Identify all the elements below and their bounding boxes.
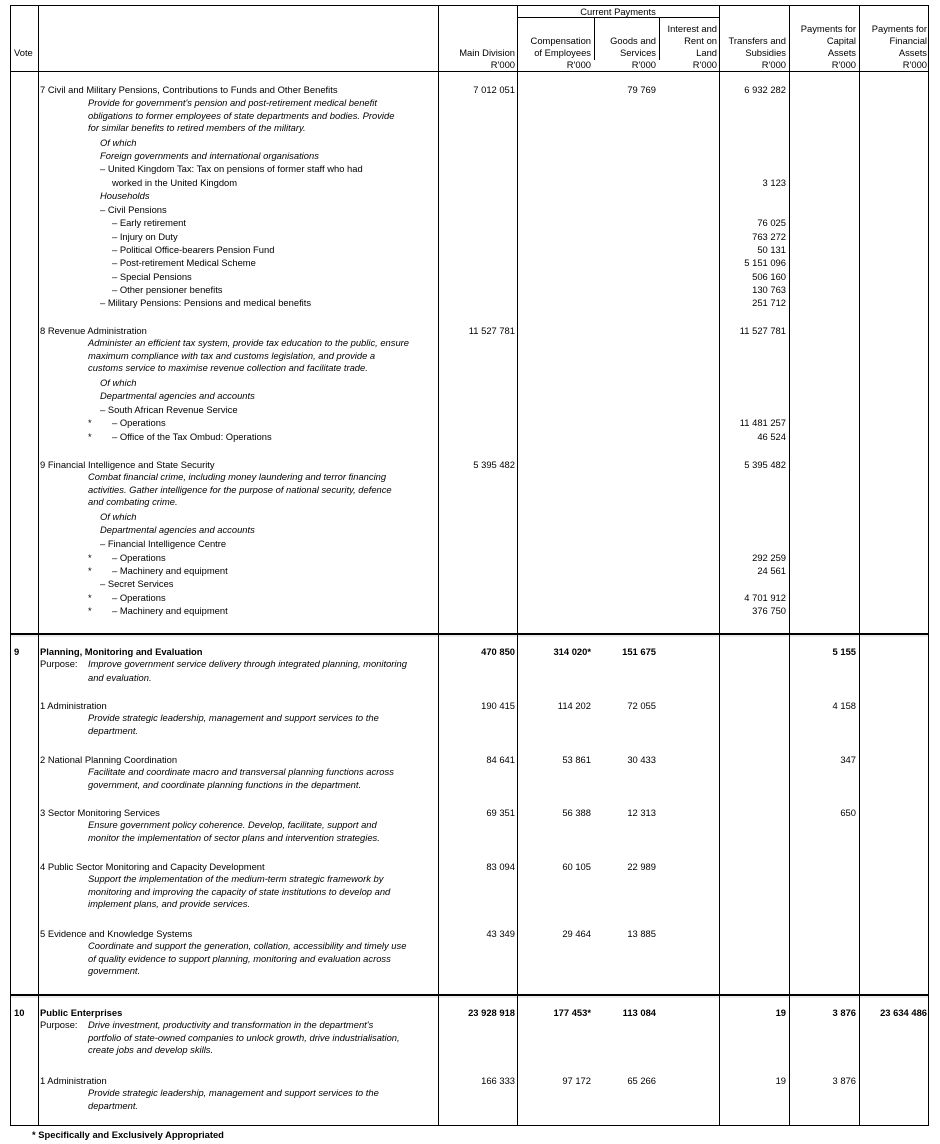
row-label: – Civil Pensions <box>100 204 167 215</box>
description-text: Foreign governments and international organisations <box>100 150 319 161</box>
amount-cell: 114 202 <box>557 700 591 711</box>
amount-cell: 72 055 <box>627 700 656 711</box>
column-header-4: Transfers and <box>728 35 786 46</box>
column-header-2: Goods and <box>610 35 656 46</box>
appropriation-marker: * <box>88 431 92 442</box>
amount-cell: 84 641 <box>486 754 515 765</box>
description-text: monitor the implementation of sector plans and intervention strategies. <box>88 832 380 843</box>
amount-cell: 43 349 <box>486 928 515 939</box>
description-text: create jobs and develop skills. <box>88 1044 214 1055</box>
amount-cell: 6 932 282 <box>744 84 786 95</box>
row-label: – Machinery and equipment <box>112 565 228 576</box>
description-text: Administer an efficient tax system, provide tax education to the public, ensure <box>88 337 410 348</box>
amount-cell: 12 313 <box>627 807 656 818</box>
row-label: 9 Financial Intelligence and State Security <box>40 459 215 470</box>
amount-cell: 23 928 918 <box>468 1007 515 1018</box>
row-label: 5 Evidence and Knowledge Systems <box>40 928 193 939</box>
column-unit-1: R'000 <box>566 59 591 70</box>
description-text: Departmental agencies and accounts <box>100 524 255 535</box>
col-line <box>517 5 518 1126</box>
row-label: 7 Civil and Military Pensions, Contributions to Funds and Other Benefits <box>40 84 338 95</box>
description-text: portfolio of state-owned companies to unlock growth, drive industrialisation, <box>88 1032 400 1043</box>
amount-cell: 53 861 <box>562 754 591 765</box>
row-label: – Post-retirement Medical Scheme <box>112 257 256 268</box>
row-label: 3 Sector Monitoring Services <box>40 807 160 818</box>
row-label: – Injury on Duty <box>112 231 178 242</box>
row-label: – Financial Intelligence Centre <box>100 538 227 549</box>
description-text: activities. Gather intelligence for the purpose of national security, defence <box>88 484 392 495</box>
description-text: of quality evidence to support planning, monitoring and evaluation across <box>88 953 391 964</box>
amount-cell: 5 155 <box>832 646 856 657</box>
amount-cell: 470 850 <box>481 646 515 657</box>
amount-cell: 190 415 <box>481 700 515 711</box>
col-line <box>38 5 39 1126</box>
amount-cell: 3 123 <box>762 177 786 188</box>
vote-header: Vote <box>14 47 33 58</box>
description-text: Of which <box>100 377 137 388</box>
amount-cell: 11 527 781 <box>739 325 786 336</box>
amount-cell: 76 025 <box>757 217 786 228</box>
amount-cell: 763 272 <box>752 231 786 242</box>
group-underline <box>517 17 719 18</box>
row-label: 1 Administration <box>40 700 107 711</box>
amount-cell: 11 527 781 <box>468 325 515 336</box>
column-header-5: Payments for <box>800 23 856 34</box>
amount-cell: 24 561 <box>757 565 786 576</box>
row-label: Purpose: <box>40 1019 78 1030</box>
amount-cell: 347 <box>840 754 856 765</box>
vote-line-10 <box>11 994 929 996</box>
amount-cell: 166 333 <box>481 1075 515 1086</box>
appropriation-marker: * <box>88 592 92 603</box>
description-text: department. <box>88 1100 139 1111</box>
column-header-3: Interest and <box>667 23 717 34</box>
column-header-3: Land <box>696 47 717 58</box>
description-text: and combating crime. <box>88 496 178 507</box>
description-text: Of which <box>100 511 137 522</box>
row-label: worked in the United Kingdom <box>112 177 238 188</box>
description-text: Combat financial crime, including money laundering and terror financing <box>88 471 387 482</box>
column-header-2: Services <box>620 47 656 58</box>
amount-cell: 3 876 <box>832 1007 856 1018</box>
column-unit-3: R'000 <box>692 59 717 70</box>
description-text: Coordinate and support the generation, collation, accessibility and timely use <box>88 940 407 951</box>
row-label: – Operations <box>112 552 166 563</box>
vote-number: 9 <box>14 646 20 657</box>
row-label: 2 National Planning Coordination <box>40 754 178 765</box>
row-label: – Military Pensions: Pensions and medical benefits <box>100 297 312 308</box>
amount-cell: 5 395 482 <box>473 459 515 470</box>
amount-cell: 29 464 <box>562 928 591 939</box>
amount-cell: 292 259 <box>752 552 786 563</box>
amount-cell: 22 989 <box>627 861 656 872</box>
description-text: Provide for government's pension and post-retirement medical benefit <box>88 97 377 108</box>
current-payments-header: Current Payments <box>580 6 656 17</box>
row-label: Planning, Monitoring and Evaluation <box>40 646 203 657</box>
description-text: Ensure government policy coherence. Develop, facilitate, support and <box>88 819 377 830</box>
amount-cell: 79 769 <box>627 84 656 95</box>
row-label: – Other pensioner benefits <box>112 284 223 295</box>
amount-cell: 83 094 <box>486 861 515 872</box>
vote-number: 10 <box>14 1007 25 1018</box>
amount-cell: 56 388 <box>562 807 591 818</box>
row-label: – Secret Services <box>100 578 174 589</box>
row-label: – Special Pensions <box>112 271 192 282</box>
description-text: Provide strategic leadership, management and support services to the <box>88 712 379 723</box>
amount-cell: 60 105 <box>562 861 591 872</box>
amount-cell: 19 <box>775 1075 786 1086</box>
description-text: for similar benefits to retired members of the military. <box>88 122 306 133</box>
column-header-3: Rent on <box>684 35 717 46</box>
row-label: – South African Revenue Service <box>100 404 238 415</box>
column-header-1: Compensation <box>530 35 591 46</box>
description-text: implement plans, and provide services. <box>88 898 251 909</box>
description-text: obligations to former employees of state departments and bodies. Provide <box>88 110 395 121</box>
row-label: Purpose: <box>40 658 78 669</box>
amount-cell: 3 876 <box>832 1075 856 1086</box>
column-header-0: Main Division <box>459 47 515 58</box>
column-header-5: Capital <box>826 35 856 46</box>
row-label: – Political Office-bearers Pension Fund <box>112 244 275 255</box>
description-text: monitoring and improving the capacity of state institutions to develop and <box>88 886 391 897</box>
appropriation-marker: * <box>88 552 92 563</box>
description-text: Facilitate and coordinate macro and transversal planning functions across <box>88 766 394 777</box>
description-text: government, and coordinate planning functions in the department. <box>88 779 362 790</box>
row-label: – Operations <box>112 592 166 603</box>
column-header-6: Financial <box>889 35 927 46</box>
amount-cell: 7 012 051 <box>473 84 515 95</box>
amount-cell: 376 750 <box>752 605 786 616</box>
amount-cell: 13 885 <box>627 928 656 939</box>
amount-cell: 506 160 <box>752 271 786 282</box>
col-line <box>789 5 790 1126</box>
amount-cell: 177 453* <box>553 1007 591 1018</box>
vote-line-9 <box>11 633 929 635</box>
amount-cell: 5 395 482 <box>744 459 786 470</box>
amount-cell: 4 158 <box>832 700 856 711</box>
appropriation-marker: * <box>88 565 92 576</box>
column-unit-4: R'000 <box>761 59 786 70</box>
row-label: 8 Revenue Administration <box>40 325 147 336</box>
row-label: – Office of the Tax Ombud: Operations <box>112 431 272 442</box>
amount-cell: 65 266 <box>627 1075 656 1086</box>
amount-cell: 69 351 <box>486 807 515 818</box>
column-header-5: Assets <box>827 47 856 58</box>
purpose-text: Drive investment, productivity and transformation in the department's <box>88 1019 374 1030</box>
description-text: department. <box>88 725 139 736</box>
description-text: government. <box>88 965 141 976</box>
amount-cell: 46 524 <box>757 431 786 442</box>
column-unit-6: R'000 <box>902 59 927 70</box>
purpose-text: Improve government service delivery through integrated planning, monitoring <box>88 658 407 669</box>
amount-cell: 11 481 257 <box>739 417 786 428</box>
appropriation-marker: * <box>88 417 92 428</box>
amount-cell: 130 763 <box>752 284 786 295</box>
description-text: Provide strategic leadership, management and support services to the <box>88 1087 379 1098</box>
footnote: * Specifically and Exclusively Appropriated <box>32 1129 224 1140</box>
amount-cell: 30 433 <box>627 754 656 765</box>
row-label: – Early retirement <box>112 217 186 228</box>
description-text: maximum compliance with tax and customs legislation, and provide a <box>88 350 376 361</box>
row-label: – Operations <box>112 417 166 428</box>
description-text: Support the implementation of the medium-term strategic framework by <box>88 873 384 884</box>
amount-cell: 113 084 <box>622 1007 656 1018</box>
amount-cell: 50 131 <box>757 244 786 255</box>
column-header-6: Assets <box>898 47 927 58</box>
amount-cell: 251 712 <box>752 297 786 308</box>
amount-cell: 5 151 096 <box>744 257 786 268</box>
column-header-6: Payments for <box>871 23 927 34</box>
amount-cell: 19 <box>775 1007 786 1018</box>
row-label: 1 Administration <box>40 1075 107 1086</box>
appropriation-marker: * <box>88 605 92 616</box>
row-label: Public Enterprises <box>40 1007 123 1018</box>
description-text: customs service to maximise revenue collection and facilitate trade. <box>88 362 368 373</box>
column-header-1: of Employees <box>534 47 591 58</box>
column-header-4: Subsidies <box>745 47 786 58</box>
col-line <box>859 5 860 1126</box>
amount-cell: 151 675 <box>622 646 656 657</box>
column-unit-2: R'000 <box>631 59 656 70</box>
amount-cell: 650 <box>840 807 856 818</box>
description-text: and evaluation. <box>88 672 152 683</box>
amount-cell: 4 701 912 <box>744 592 786 603</box>
row-label: 4 Public Sector Monitoring and Capacity Development <box>40 861 265 872</box>
column-unit-0: R'000 <box>490 59 515 70</box>
description-text: Of which <box>100 137 137 148</box>
amount-cell: 97 172 <box>562 1075 591 1086</box>
col-line <box>438 5 439 1126</box>
amount-cell: 314 020* <box>553 646 591 657</box>
row-label: – United Kingdom Tax: Tax on pensions of former staff who had <box>100 163 363 174</box>
column-unit-5: R'000 <box>831 59 856 70</box>
row-label: – Machinery and equipment <box>112 605 228 616</box>
description-text: Households <box>100 190 150 201</box>
header-underline <box>11 71 929 72</box>
description-text: Departmental agencies and accounts <box>100 390 255 401</box>
amount-cell: 23 634 486 <box>880 1007 927 1018</box>
